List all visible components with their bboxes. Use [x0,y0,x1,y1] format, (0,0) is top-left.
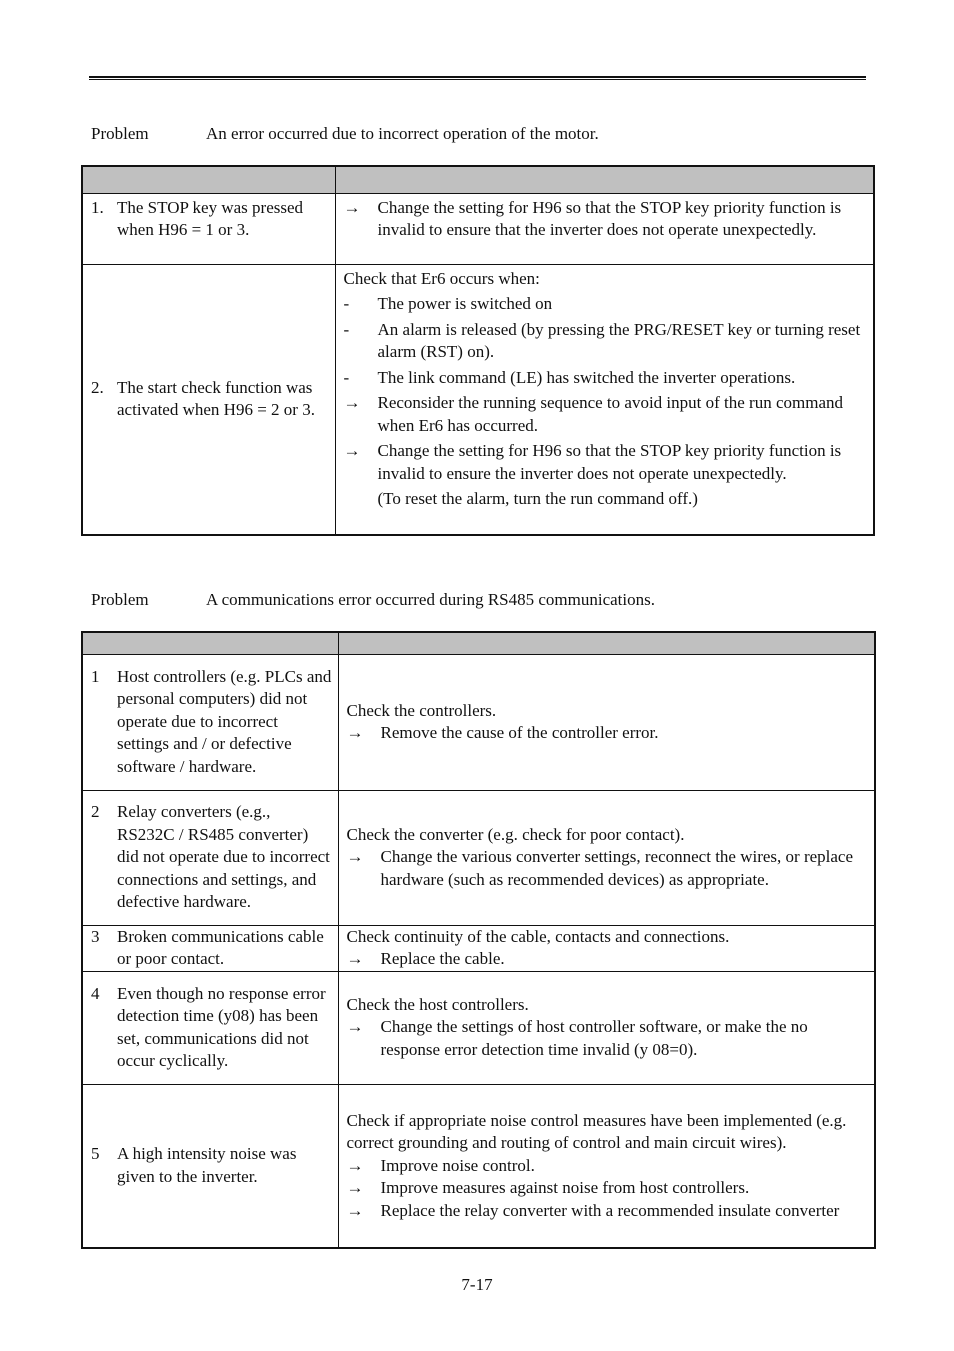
remedy-cell [339,994,875,1062]
remedy-item: - The power is switched on [344,293,868,316]
cause-cell [83,983,338,1073]
problem-2-table [81,631,876,1249]
remedy-item: → Change the setting for H96 so that the STOP key priority function is invalid to ensure the inverter does not operate unexpectedly. [344,440,868,485]
remedy-item: - The link command (LE) has switched the inverter operations. [344,367,868,390]
remedy-intro: Check the controllers. [346,700,497,720]
table-header-row [82,632,875,654]
remedy-item: → Remove the cause of the controller error. [347,722,869,745]
remedy-intro: Check if appropriate noise control measures have been implemented (e.g. correct grounding and routing of control and main circuit wires). [346,1110,847,1152]
problem-text: An error occurred due to incorrect operation of the motor. [206,124,599,143]
cause-text: The STOP key was pressed when H96 = 1 or 3. [117,197,304,239]
problem-label: Problem [91,590,149,609]
table-row [82,971,875,1084]
arrow-icon: → [343,441,361,460]
header-rule [89,76,866,80]
problem-1-heading [91,123,599,145]
arrow-icon: → [346,847,364,867]
table-row [82,1084,875,1248]
table-row [82,193,874,264]
arrow-icon: → [346,1178,364,1197]
cause-text: Even though no response error detection time (y08) has been set, communications did not occur cyclically. [117,983,326,1070]
arrow-icon: → [346,1155,364,1175]
remedy-intro: Check the host controllers. [346,994,529,1014]
cause-cell [83,666,338,779]
row-number: 3 [91,926,100,946]
problem-text: A communications error occurred during RS485 communications. [206,590,655,609]
remedy-cell [339,926,875,971]
dash-icon: - [343,294,350,313]
cause-text: Broken communications cable or poor contact. [117,926,324,968]
problem-label: Problem [91,124,149,143]
remedy-item: → Change the setting for H96 so that the STOP key priority function is invalid to ensure that the inverter does not operate unexpectedly. [344,197,868,242]
row-number: 2 [91,802,100,822]
page-number: 7-17 [461,1275,493,1294]
arrow-icon: → [346,949,364,968]
remedy-item: - An alarm is released (by pressing the PRG/RESET key or turning reset alarm (RST) on). [344,319,868,364]
remedy-item: → Change the settings of host controller software, or make the no response error detection time invalid (y 08=0). [347,1016,869,1061]
remedy-intro: Check continuity of the cable, contacts and connections. [346,926,730,946]
cause-text: Relay converters (e.g., RS232C / RS485 converter) did not operate due to incorrect connections and settings, and defective hardware. [117,802,330,912]
remedy-item: → Improve measures against noise from host controllers. [347,1177,869,1200]
row-number: 5 [91,1144,100,1164]
table-row [82,790,875,925]
arrow-icon: → [343,197,361,217]
remedy-cell [339,1110,875,1223]
remedy-item: → Change the various converter settings, reconnect the wires, or replace hardware (such as recommended devices) as appropriate. [347,846,869,891]
table-row [82,925,875,971]
cause-text: The start check function was activated when H96 = 2 or 3. [117,377,315,420]
cause-text: Host controllers (e.g. PLCs and personal computers) did not operate due to incorrect settings and / or defective software / hardware. [117,666,332,776]
remedy-item: → Improve noise control. [347,1155,869,1178]
remedy-intro: Check the converter (e.g. check for poor contact). [346,824,685,844]
dash-icon: - [343,367,350,387]
problem-2-heading [91,589,655,611]
cause-cell [83,197,335,242]
table-header-row [82,166,874,193]
arrow-icon: → [346,723,364,742]
problem-1-table [81,165,875,536]
dash-icon: - [343,319,350,339]
remedy-intro: Check that Er6 occurs when: [343,268,540,288]
cause-text: A high intensity noise was given to the inverter. [117,1144,297,1186]
cause-cell [83,926,338,971]
arrow-icon: → [346,1017,364,1037]
row-number: 1 [91,666,100,686]
cause-cell [83,801,338,914]
remedy-cell [336,268,874,511]
remedy-cell [339,700,875,745]
remedy-item: → Reconsider the running sequence to avoid input of the run command when Er6 has occurred. [344,392,868,437]
table-row [82,654,875,790]
remedy-cell [339,824,875,892]
remedy-note: (To reset the alarm, turn the run command off.) [377,489,698,508]
table-row [82,264,874,535]
remedy-cell [336,197,874,242]
row-number: 4 [91,983,100,1003]
remedy-item: → Replace the relay converter with a recommended insulate converter [347,1200,869,1223]
row-number: 2. [91,377,104,397]
arrow-icon: → [346,1200,364,1220]
arrow-icon: → [343,393,361,412]
cause-cell [83,377,335,422]
row-number: 1. [91,197,104,217]
remedy-item: → Replace the cable. [347,948,869,971]
cause-cell [83,1143,338,1188]
